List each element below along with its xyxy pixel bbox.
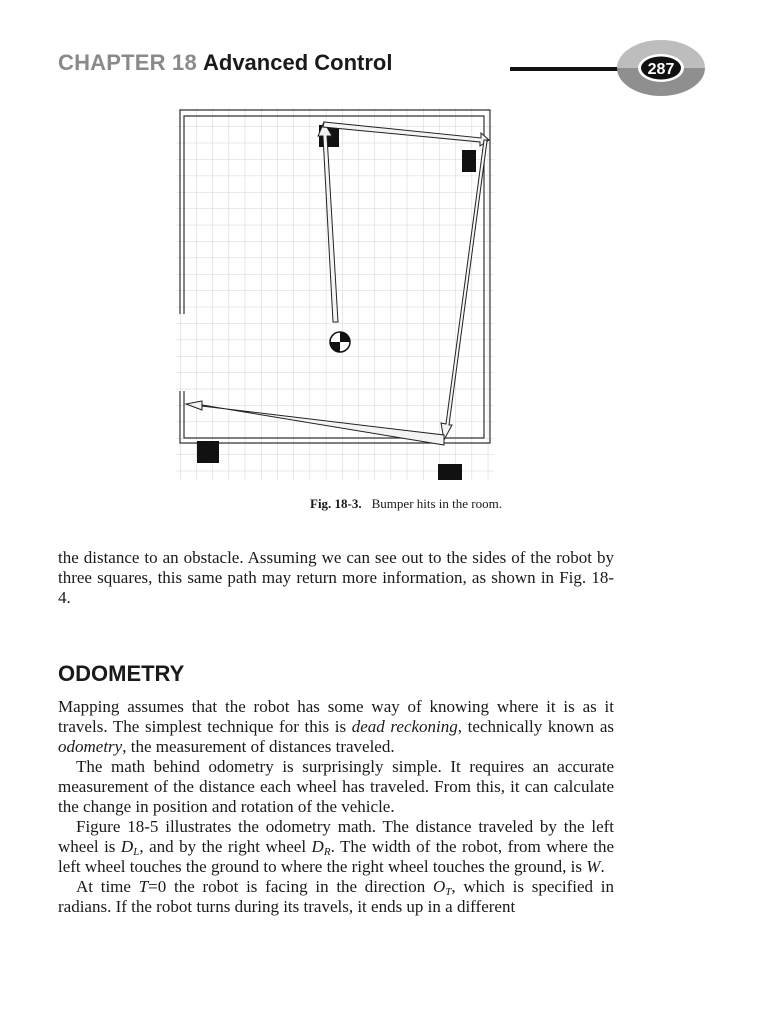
paragraph-1: Mapping assumes that the robot has some way of knowing where it is as it travels. The simplest technique for this is dead reckoning, technically known as odometry, the measurement of distances traveled.	[58, 697, 614, 756]
section-heading: ODOMETRY	[58, 661, 185, 686]
intro-text: the distance to an obstacle. Assuming we can see out to the sides of the robot by three squares, this same path may return more information, as shown in Fig. 18-4.	[58, 548, 614, 607]
obstacle	[462, 150, 476, 172]
intro-paragraph	[58, 548, 614, 608]
obstacle	[197, 441, 219, 463]
chapter-title: Advanced Control	[203, 50, 393, 75]
figure-caption-text: Bumper hits in the room.	[371, 496, 502, 511]
robot-start-marker	[330, 332, 350, 352]
figure-label: Fig. 18-3.	[310, 496, 362, 511]
paragraph-2: The math behind odometry is surprisingly simple. It requires an accurate measurement of the distance each wheel has traveled. From this, it can calculate the change in position and rotation of the vehicle.	[58, 757, 614, 816]
figure-caption	[0, 496, 762, 512]
room-map-figure	[176, 108, 494, 483]
paragraph-4: At time T=0 the robot is facing in the direction $O_T$, which is specified in radians. If the robot turns during its travels, it ends up in a different	[58, 877, 615, 916]
chapter-label: CHAPTER 18	[58, 50, 197, 75]
section-body	[58, 697, 614, 917]
page-number-badge	[615, 38, 707, 98]
page-number: 287	[647, 61, 675, 78]
paragraph-3: Figure 18-5 illustrates the odometry math. The distance traveled by the left wheel is $D_L$, and by the right wheel $D_R$. The width of the robot, from where the left wheel touches the ground to where the right wheel touches the ground, is W.	[58, 817, 614, 876]
obstacle	[438, 464, 462, 480]
